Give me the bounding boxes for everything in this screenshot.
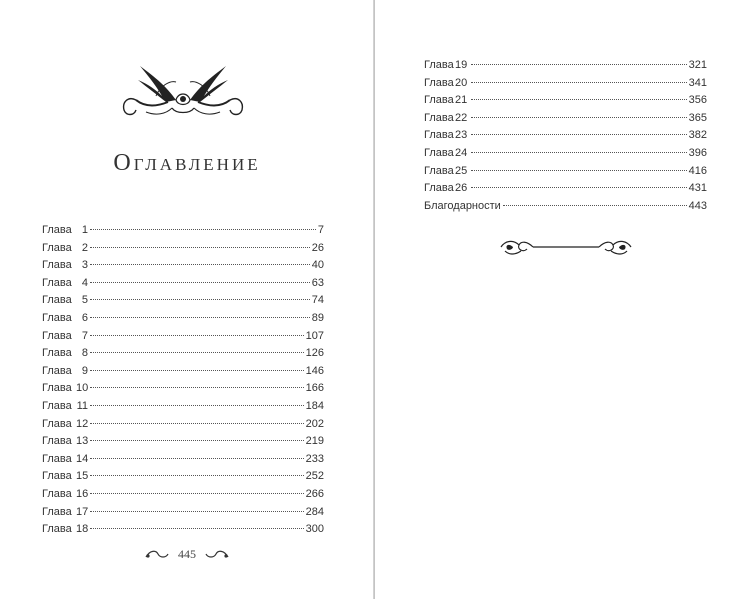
left-page <box>0 0 374 599</box>
dot-leader <box>90 516 304 529</box>
toc-entry-label: Глава <box>42 523 72 536</box>
toc-entry-number: 8 <box>81 347 88 360</box>
dot-leader <box>90 463 304 476</box>
toc-entry-page: 26 <box>311 241 324 254</box>
toc-entry-page: 166 <box>305 382 324 395</box>
toc-entry-page: 252 <box>305 470 324 483</box>
toc-entry-number: 14 <box>76 452 89 465</box>
toc-entry-label: Глава <box>42 259 72 272</box>
dot-leader <box>90 446 304 459</box>
dot-leader <box>471 87 687 100</box>
toc-entry-label: Глава <box>42 311 72 324</box>
toc-entry-number: 2 <box>81 241 88 254</box>
dot-leader <box>90 323 304 336</box>
toc-entry-number: 6 <box>81 311 88 324</box>
toc-entry-number: 10 <box>76 382 89 395</box>
toc-entry-label: Глава <box>42 487 72 500</box>
toc-entry-page: 219 <box>305 435 324 448</box>
dot-leader <box>90 393 304 406</box>
toc-entry-number: 5 <box>81 294 88 307</box>
toc-entry-label: Глава <box>424 164 454 177</box>
dot-leader <box>90 340 304 353</box>
toc-entry-acknowledgements[interactable] <box>424 196 707 214</box>
toc-entry-number: 17 <box>76 505 89 518</box>
toc-entry-number: 25 <box>455 164 468 177</box>
toc-entry-label: Глава <box>42 505 72 518</box>
swash-left-icon <box>144 548 170 560</box>
toc-entry-number: 4 <box>81 276 88 289</box>
toc-entry-label: Глава <box>42 276 72 289</box>
toc-entry-label: Глава <box>42 329 72 342</box>
toc-entry-label: Глава <box>424 94 454 107</box>
dot-leader <box>90 375 304 388</box>
dot-leader <box>471 158 687 171</box>
toc-entry-number: 19 <box>455 59 468 71</box>
toc-entry-page: 321 <box>688 59 707 71</box>
toc-entry-label: Глава <box>42 241 72 254</box>
dot-leader <box>90 235 310 248</box>
toc-entry-number: 3 <box>81 259 88 272</box>
toc-entry-label: Благодарности <box>424 199 501 212</box>
toc-entry-page: 63 <box>311 276 324 289</box>
toc-entry-label: Глава <box>42 435 72 448</box>
toc-entry-number: 15 <box>76 470 89 483</box>
toc-entry-number: 20 <box>455 76 468 89</box>
toc-entry-label: Глава <box>424 111 454 124</box>
dot-leader <box>471 52 687 65</box>
toc-entry-number: 23 <box>455 129 468 142</box>
line-flourish-divider-icon <box>499 235 633 259</box>
toc-entry-page: 443 <box>688 199 707 212</box>
toc-entry-label: Глава <box>42 399 72 412</box>
toc-entry[interactable] <box>42 519 324 537</box>
toc-entry-number: 12 <box>76 417 89 430</box>
winged-flourish-ornament-icon <box>116 56 250 126</box>
dot-leader <box>90 499 304 512</box>
toc-entry-label: Глава <box>42 347 72 360</box>
toc-list-right <box>424 55 707 213</box>
page-number-folio <box>0 545 374 563</box>
toc-entry-label: Глава <box>42 224 72 236</box>
dot-leader <box>90 305 310 318</box>
toc-entry-page: 202 <box>305 417 324 430</box>
toc-entry-page: 284 <box>305 505 324 518</box>
toc-entry-number: 16 <box>76 487 89 500</box>
toc-entry-page: 233 <box>305 452 324 465</box>
toc-entry-number: 21 <box>455 94 468 107</box>
toc-entry-page: 266 <box>305 487 324 500</box>
swash-right-icon <box>204 548 230 560</box>
toc-entry-label: Глава <box>42 452 72 465</box>
toc-entry-page: 341 <box>688 76 707 89</box>
toc-entry-number: 1 <box>81 224 88 236</box>
toc-entry-number: 26 <box>455 182 468 195</box>
toc-entry-label: Глава <box>424 59 454 71</box>
toc-entry-page: 431 <box>688 182 707 195</box>
toc-entry-label: Глава <box>42 382 72 395</box>
toc-entry-number: 13 <box>76 435 89 448</box>
toc-entry-number: 22 <box>455 111 468 124</box>
toc-entry-number: 11 <box>76 399 88 412</box>
toc-entry-page: 356 <box>688 94 707 107</box>
toc-entry-page: 146 <box>305 364 324 377</box>
toc-entry-page: 382 <box>688 129 707 142</box>
toc-entry-page: 416 <box>688 164 707 177</box>
toc-entry-page: 184 <box>305 399 324 412</box>
dot-leader <box>471 140 687 153</box>
dot-leader <box>471 122 687 135</box>
toc-entry-label: Глава <box>424 129 454 142</box>
page-number: 445 <box>178 546 196 561</box>
toc-entry-page: 89 <box>311 311 324 324</box>
toc-entry-label: Глава <box>424 182 454 195</box>
dot-leader <box>471 70 687 83</box>
dot-leader <box>471 175 687 188</box>
toc-entry-page: 396 <box>688 146 707 159</box>
toc-entry-label: Глава <box>424 146 454 159</box>
dot-leader <box>503 193 687 206</box>
dot-leader <box>90 411 304 424</box>
toc-entry-number: 24 <box>455 146 468 159</box>
dot-leader <box>90 270 310 283</box>
toc-entry-page: 7 <box>317 224 324 236</box>
toc-entry-label: Глава <box>424 76 454 89</box>
toc-entry-number: 7 <box>81 329 88 342</box>
toc-entry-page: 107 <box>305 329 324 342</box>
dot-leader <box>90 358 304 371</box>
toc-entry-label: Глава <box>42 470 72 483</box>
page-title: Оглавление <box>113 150 261 176</box>
toc-entry-label: Глава <box>42 364 72 377</box>
toc-entry-page: 300 <box>305 523 324 536</box>
dot-leader <box>90 481 304 494</box>
toc-entry-page: 74 <box>311 294 324 307</box>
dot-leader <box>90 287 310 300</box>
toc-list-left <box>42 220 324 537</box>
dot-leader <box>90 428 304 441</box>
toc-entry-number: 18 <box>76 523 89 536</box>
dot-leader <box>90 217 316 230</box>
dot-leader <box>471 105 687 118</box>
dot-leader <box>90 252 310 265</box>
toc-entry-page: 126 <box>305 347 324 360</box>
toc-entry-label: Глава <box>42 417 72 430</box>
toc-entry-label: Глава <box>42 294 72 307</box>
toc-entry-page: 365 <box>688 111 707 124</box>
toc-entry-page: 40 <box>311 259 324 272</box>
toc-entry-number: 9 <box>81 364 88 377</box>
